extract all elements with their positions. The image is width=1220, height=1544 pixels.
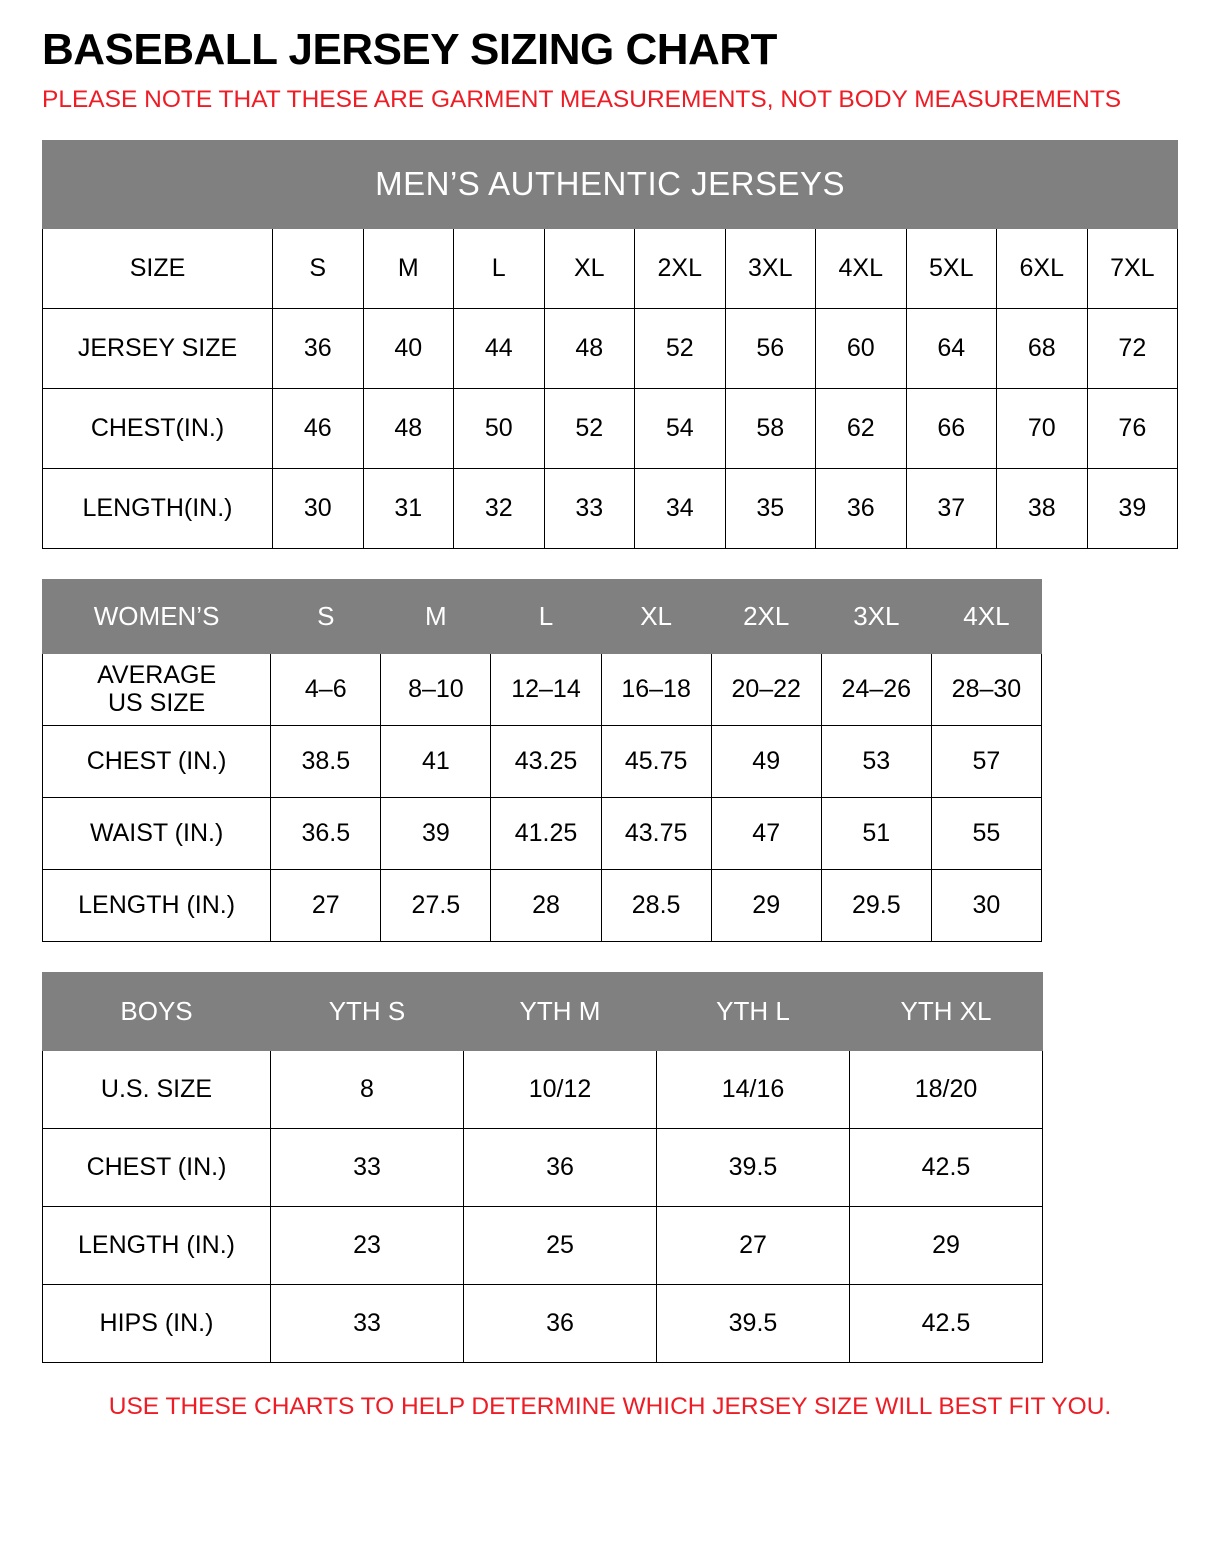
table-row: [43, 308, 1178, 388]
table-row: [43, 468, 1178, 548]
table-cell: 24–26: [821, 653, 931, 725]
table-cell: 52: [635, 308, 726, 388]
table-cell: 36: [464, 1284, 657, 1362]
table-cell: 29: [711, 869, 821, 941]
table-cell: 46: [273, 388, 364, 468]
mens-banner: MEN’S AUTHENTIC JERSEYS: [43, 140, 1178, 228]
table-cell: 4–6: [271, 653, 381, 725]
table-row: [43, 1284, 1043, 1362]
table-cell: 38: [997, 468, 1088, 548]
row-label: CHEST (IN.): [43, 1128, 271, 1206]
column-header: WOMEN’S: [43, 579, 271, 653]
table-row: [43, 725, 1042, 797]
table-cell: 29: [850, 1206, 1043, 1284]
table-cell: 38.5: [271, 725, 381, 797]
table-row: [43, 972, 1043, 1050]
table-cell: 66: [906, 388, 997, 468]
column-header: SIZE: [43, 228, 273, 308]
table-cell: 44: [454, 308, 545, 388]
mens-sizing-table: [42, 140, 1178, 549]
column-header: 4XL: [931, 579, 1041, 653]
table-cell: 39.5: [657, 1128, 850, 1206]
table-cell: 14/16: [657, 1050, 850, 1128]
table-cell: 16–18: [601, 653, 711, 725]
table-cell: 28–30: [931, 653, 1041, 725]
column-header: S: [271, 579, 381, 653]
table-cell: 30: [273, 468, 364, 548]
table-cell: 35: [725, 468, 816, 548]
table-cell: 45.75: [601, 725, 711, 797]
table-cell: 36.5: [271, 797, 381, 869]
column-header: YTH S: [271, 972, 464, 1050]
column-header: XL: [601, 579, 711, 653]
table-cell: 58: [725, 388, 816, 468]
table-cell: 20–22: [711, 653, 821, 725]
garment-measurement-note: PLEASE NOTE THAT THESE ARE GARMENT MEASUREMENTS, NOT BODY MEASUREMENTS: [42, 86, 1122, 114]
table-cell: 39: [1087, 468, 1178, 548]
table-row: [43, 579, 1042, 653]
table-cell: 10/12: [464, 1050, 657, 1128]
footer-note: USE THESE CHARTS TO HELP DETERMINE WHICH JERSEY SIZE WILL BEST FIT YOU.: [108, 1392, 1112, 1420]
column-header: 5XL: [906, 228, 997, 308]
table-cell: 8–10: [381, 653, 491, 725]
table-cell: 50: [454, 388, 545, 468]
row-label-line-2: US SIZE: [107, 689, 206, 718]
table-cell: 33: [544, 468, 635, 548]
table-cell: 39: [381, 797, 491, 869]
table-cell: 57: [931, 725, 1041, 797]
row-label: WAIST (IN.): [43, 797, 271, 869]
table-cell: 72: [1087, 308, 1178, 388]
table-cell: 54: [635, 388, 726, 468]
column-header: M: [363, 228, 454, 308]
table-cell: 49: [711, 725, 821, 797]
table-cell: 27: [271, 869, 381, 941]
table-cell: 48: [544, 308, 635, 388]
table-row: [43, 228, 1178, 308]
column-header: 3XL: [821, 579, 931, 653]
row-label: JERSEY SIZE: [43, 308, 273, 388]
column-header: 6XL: [997, 228, 1088, 308]
table-cell: 18/20: [850, 1050, 1043, 1128]
table-cell: 56: [725, 308, 816, 388]
table-cell: 41.25: [491, 797, 601, 869]
table-row: [43, 869, 1042, 941]
table-cell: 42.5: [850, 1284, 1043, 1362]
row-label: LENGTH (IN.): [43, 869, 271, 941]
table-row: [43, 653, 1042, 725]
table-cell: 41: [381, 725, 491, 797]
column-header: M: [381, 579, 491, 653]
table-cell: 36: [464, 1128, 657, 1206]
table-cell: 33: [271, 1284, 464, 1362]
table-cell: 23: [271, 1206, 464, 1284]
column-header: L: [491, 579, 601, 653]
table-cell: 8: [271, 1050, 464, 1128]
table-cell: 68: [997, 308, 1088, 388]
row-label: [43, 653, 271, 725]
row-label-line-1: AVERAGE: [97, 660, 217, 689]
table-row: [43, 1206, 1043, 1284]
table-cell: 48: [363, 388, 454, 468]
table-cell: 39.5: [657, 1284, 850, 1362]
table-row: [43, 388, 1178, 468]
row-label: LENGTH(IN.): [43, 468, 273, 548]
column-header: YTH M: [464, 972, 657, 1050]
table-row: [43, 1050, 1043, 1128]
womens-sizing-table: [42, 579, 1042, 942]
table-cell: 37: [906, 468, 997, 548]
table-cell: 43.25: [491, 725, 601, 797]
column-header: XL: [544, 228, 635, 308]
table-row: [43, 1128, 1043, 1206]
row-label: CHEST(IN.): [43, 388, 273, 468]
table-cell: 53: [821, 725, 931, 797]
table-cell: 47: [711, 797, 821, 869]
table-cell: 52: [544, 388, 635, 468]
table-cell: 29.5: [821, 869, 931, 941]
table-cell: 60: [816, 308, 907, 388]
column-header: L: [454, 228, 545, 308]
column-header: 7XL: [1087, 228, 1178, 308]
table-cell: 30: [931, 869, 1041, 941]
column-header: 4XL: [816, 228, 907, 308]
table-cell: 25: [464, 1206, 657, 1284]
table-row: [43, 797, 1042, 869]
table-cell: 70: [997, 388, 1088, 468]
row-label: CHEST (IN.): [43, 725, 271, 797]
table-row: [43, 140, 1178, 228]
column-header: YTH XL: [850, 972, 1043, 1050]
table-cell: 40: [363, 308, 454, 388]
table-cell: 51: [821, 797, 931, 869]
table-cell: 36: [273, 308, 364, 388]
table-cell: 64: [906, 308, 997, 388]
row-label: U.S. SIZE: [43, 1050, 271, 1128]
table-cell: 28.5: [601, 869, 711, 941]
column-header: 3XL: [725, 228, 816, 308]
table-cell: 76: [1087, 388, 1178, 468]
table-cell: 31: [363, 468, 454, 548]
table-cell: 32: [454, 468, 545, 548]
table-cell: 27: [657, 1206, 850, 1284]
table-cell: 34: [635, 468, 726, 548]
column-header: 2XL: [711, 579, 821, 653]
table-cell: 55: [931, 797, 1041, 869]
column-header: YTH L: [657, 972, 850, 1050]
column-header: S: [273, 228, 364, 308]
table-cell: 12–14: [491, 653, 601, 725]
table-cell: 27.5: [381, 869, 491, 941]
boys-sizing-table: [42, 972, 1043, 1363]
table-cell: 28: [491, 869, 601, 941]
table-cell: 43.75: [601, 797, 711, 869]
page-title: BASEBALL JERSEY SIZING CHART: [42, 25, 777, 74]
table-cell: 42.5: [850, 1128, 1043, 1206]
table-cell: 33: [271, 1128, 464, 1206]
row-label: HIPS (IN.): [43, 1284, 271, 1362]
table-cell: 62: [816, 388, 907, 468]
row-label: LENGTH (IN.): [43, 1206, 271, 1284]
column-header: 2XL: [635, 228, 726, 308]
table-cell: 36: [816, 468, 907, 548]
column-header: BOYS: [43, 972, 271, 1050]
